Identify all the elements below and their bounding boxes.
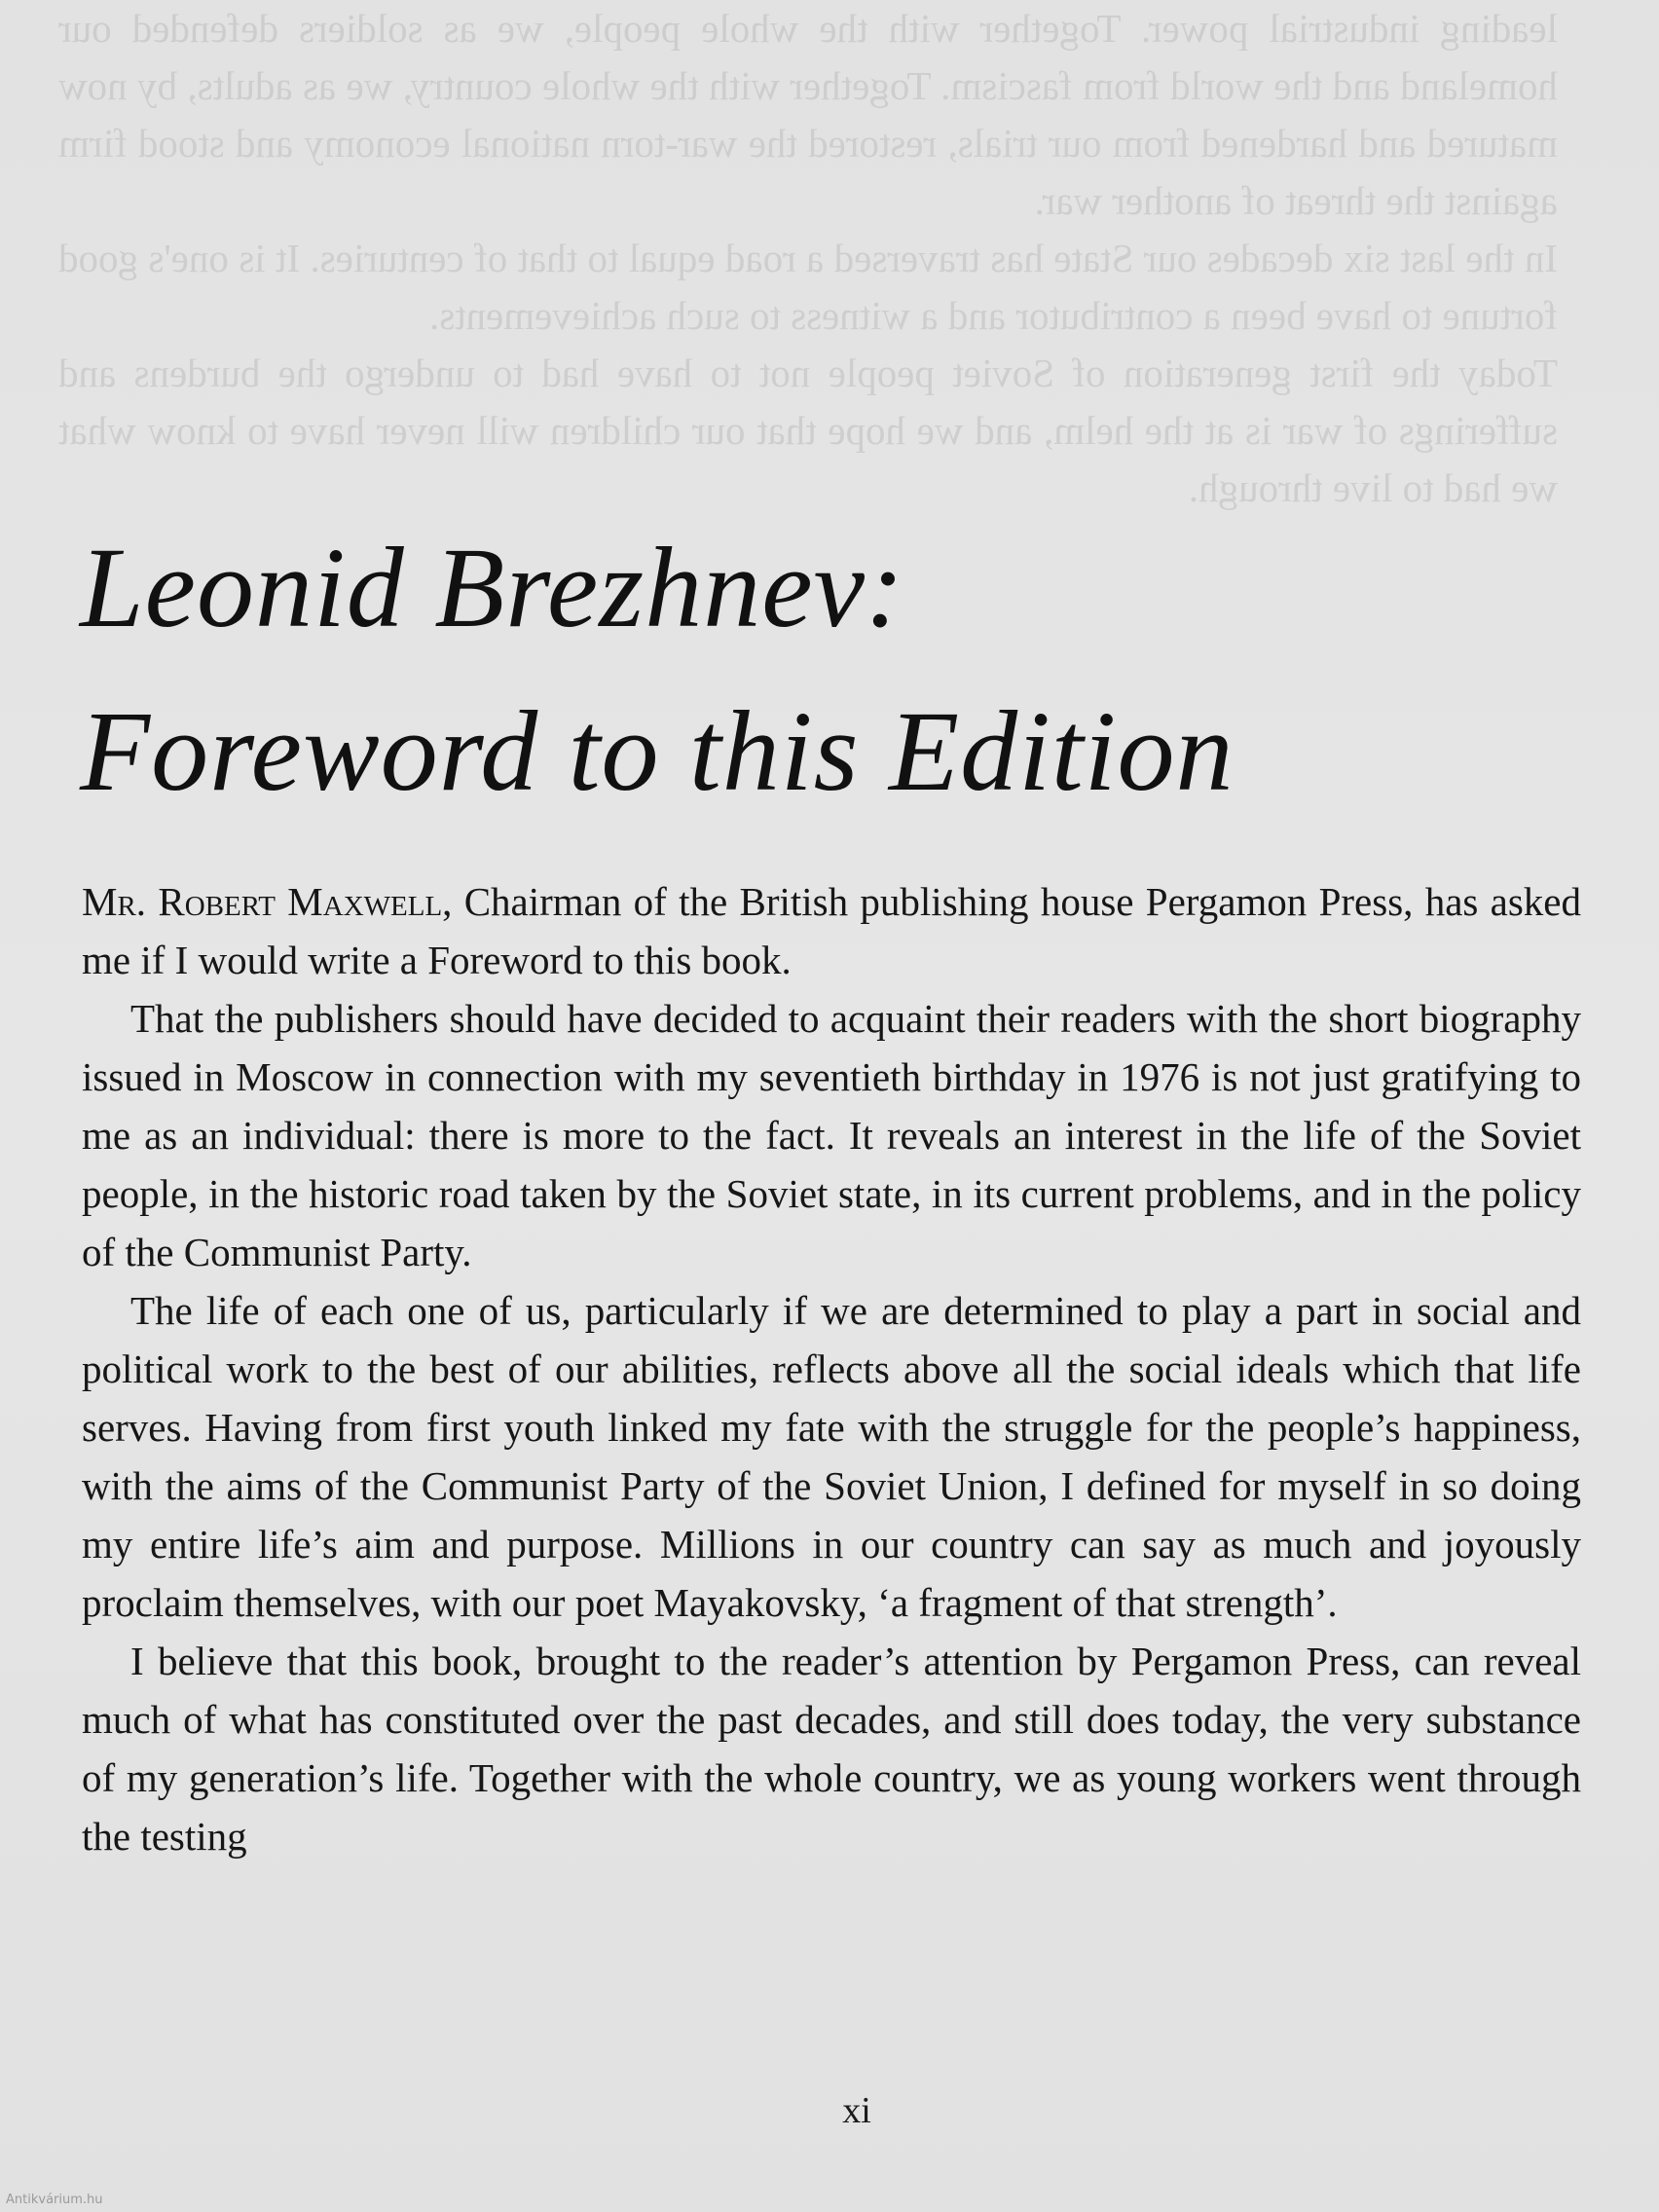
paragraph: That the publishers should have decided to acquaint their readers with the short biography issued in Moscow in connection with my seventieth birthday in 1976 is not just gratifying to me as an individual: there is more to the fact. It reveals an interest in the life of the Soviet people, in the historic road taken by the Soviet state, in its current problems, and in the policy of the Communist Party. bbox=[82, 996, 1581, 1274]
page-title bbox=[80, 506, 1599, 833]
page-number: xi bbox=[842, 2090, 871, 2131]
title-line-1: Leonid Brezhnev: bbox=[80, 524, 905, 651]
paragraph: I believe that this book, brought to the reader’s attention by Pergamon Press, can reveal much of what has constituted over the past decades, and still does today, the very substance of my generation’s life. Together with the whole country, we as young workers went through the testing bbox=[82, 1639, 1581, 1859]
opening-paragraph bbox=[82, 872, 1581, 989]
opening-text: Chairman of the British publishing house Pergamon Press, has asked me if I would write a Foreword to this book. bbox=[82, 879, 1581, 982]
paragraph: The life of each one of us, particularly if we are determined to play a part in social and political work to the best of our abilities, reflects above all the social ideals which that life serves. Having from first youth linked my fate with the struggle for the people’s happiness, with the aims of the Communist Party of the Soviet Union, I defined for myself in so doing my entire life’s aim and purpose. Millions in our country can say as much and joyously proclaim themselves, with our poet Mayakovsky, ‘a fragment of that strength’. bbox=[82, 1288, 1581, 1625]
title-line-2: Foreword to this Edition bbox=[80, 687, 1235, 815]
watermark: Antikvárium.hu bbox=[6, 2193, 103, 2207]
show-through-text: leading industrial power. Together with the whole people, we as soldiers defended our homeland and the world from fascism. Together with the whole country, we as adults, by now matured and hardened from our trials, restored the war-torn national economy and stood firm against the threat of another war. In the last six decades our State has traversed a road equal to that of centuries. It is one's good fortune to have been a contributor and a witness to such achievements. Today the first generation of Soviet people not to have had to undergo the burdens and sufferings of war is at the helm, and we hope that our children will never have to know what we had to live through. bbox=[58, 6, 1558, 510]
foreword-body bbox=[82, 872, 1581, 1865]
opening-name: Mr. Robert Maxwell, bbox=[82, 879, 453, 924]
